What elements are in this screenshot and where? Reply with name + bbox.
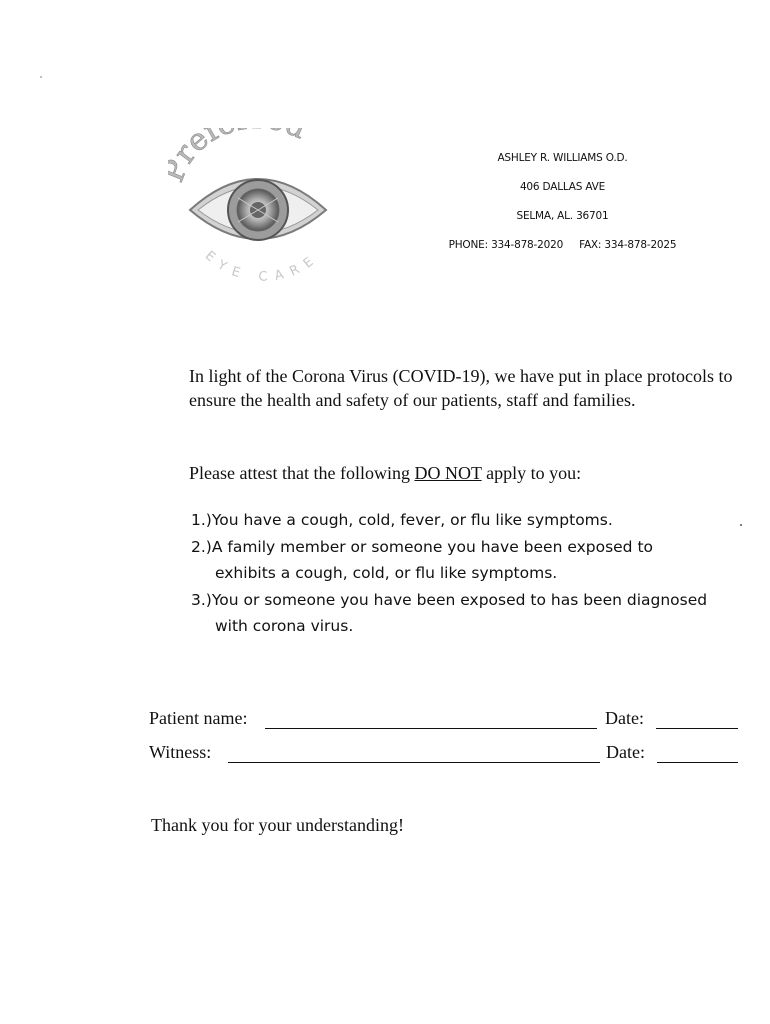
patient-date-label: Date: [605,708,644,728]
svg-text:EYE CARE [202,248,323,284]
scan-speck [40,76,42,78]
attest-suffix: apply to you: [481,463,582,483]
city-state-zip: SELMA, AL. 36701 [516,210,609,222]
witness-signature-row [149,742,744,768]
street-address: 406 DALLAS AVE [519,181,606,193]
patient-signature-row [149,708,744,734]
list-item-3-line-2: with corona virus. [215,617,354,635]
preferred-eye-care-logo [168,128,348,288]
thank-you-note: Thank you for your understanding! [151,815,404,835]
contact-line [420,231,705,260]
svg-text:Preferred [168,128,312,187]
patient-name-line[interactable] [265,728,597,729]
witness-date-label: Date: [606,742,645,762]
symptom-list [191,507,761,640]
attest-emphasis: DO NOT [414,463,482,483]
phone-number: PHONE: 334-878-2020 [448,239,564,251]
witness-line[interactable] [228,762,600,763]
list-item-1: 1.)You have a cough, cold, fever, or flu like symptoms. [191,511,613,529]
list-item-2-line-1: 2.)A family member or someone you have been exposed to [191,537,654,556]
logo-text-bottom: EYE CARE [201,248,323,285]
intro-paragraph: In light of the Corona Virus (COVID-19), we have put in place protocols to ensure the health and safety of our patients, staff and families. [189,366,733,410]
practice-address-block [420,144,705,260]
doctor-name: ASHLEY R. WILLIAMS O.D. [497,152,628,164]
attest-statement [189,463,749,484]
patient-name-label: Patient name: [149,708,248,728]
list-item-3-line-1: 3.)You or someone you have been exposed to has been diagnosed [191,590,708,609]
attest-prefix: Please attest that the following [189,463,415,483]
list-item-2-line-2: exhibits a cough, cold, or flu like symptoms. [215,564,558,582]
patient-date-line[interactable] [656,728,738,729]
witness-label: Witness: [149,742,212,762]
logo-text-top: ref [168,128,225,170]
scan-speck [740,524,742,526]
witness-date-line[interactable] [657,762,738,763]
fax-number: FAX: 334-878-2025 [579,239,677,251]
